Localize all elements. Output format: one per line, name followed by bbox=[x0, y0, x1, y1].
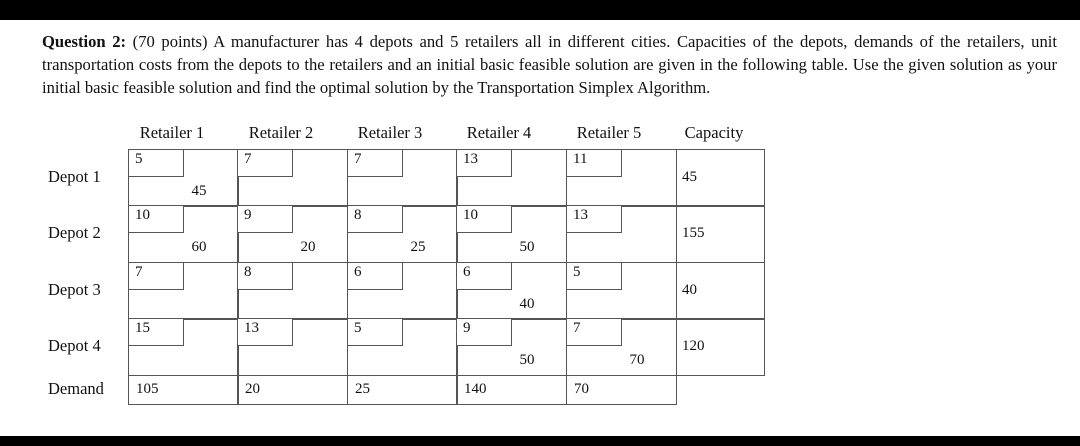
unit-cost: 10 bbox=[128, 205, 184, 233]
unit-cost: 10 bbox=[456, 205, 512, 233]
bottom-border-bar bbox=[0, 436, 1080, 446]
unit-cost: 6 bbox=[347, 262, 403, 290]
allocation: 50 bbox=[519, 239, 535, 255]
demand-value: 70 bbox=[574, 381, 589, 397]
demand-value: 20 bbox=[245, 381, 260, 397]
allocation: 40 bbox=[519, 296, 535, 312]
question-body: (70 points) A manufacturer has 4 depots and 5 retailers all in different cities. Capacities of the depots, demands of the retailers, unit transportation costs from the depots to the retailers and an initial basic feasible solution are given in the following table. Use the given solution as your initial basic feasible solution and find the optimal solution by the Transportation Simplex Algorithm. bbox=[42, 32, 1057, 97]
unit-cost: 9 bbox=[237, 205, 293, 233]
allocation: 70 bbox=[629, 352, 645, 368]
demand-value: 140 bbox=[464, 381, 487, 397]
column-header: Retailer 2 bbox=[248, 123, 314, 142]
row-label: Depot 4 bbox=[48, 336, 101, 355]
unit-cost: 15 bbox=[128, 318, 184, 346]
unit-cost: 5 bbox=[347, 318, 403, 346]
unit-cost: 7 bbox=[237, 149, 293, 177]
capacity-value: 155 bbox=[682, 225, 705, 241]
question-text bbox=[42, 30, 1057, 99]
unit-cost: 7 bbox=[347, 149, 403, 177]
capacity-value: 120 bbox=[682, 338, 705, 354]
unit-cost: 5 bbox=[128, 149, 184, 177]
allocation: 25 bbox=[410, 239, 426, 255]
demand-label: Demand bbox=[48, 379, 104, 398]
row-label: Depot 1 bbox=[48, 167, 101, 186]
top-border-bar bbox=[0, 0, 1080, 20]
allocation: 45 bbox=[191, 183, 207, 199]
unit-cost: 9 bbox=[456, 318, 512, 346]
column-header: Retailer 4 bbox=[466, 123, 532, 142]
unit-cost: 13 bbox=[566, 205, 622, 233]
unit-cost: 5 bbox=[566, 262, 622, 290]
capacity-value: 45 bbox=[682, 169, 697, 185]
allocation: 50 bbox=[519, 352, 535, 368]
unit-cost: 7 bbox=[128, 262, 184, 290]
allocation: 20 bbox=[300, 239, 316, 255]
unit-cost: 6 bbox=[456, 262, 512, 290]
row-label: Depot 3 bbox=[48, 280, 101, 299]
row-label: Depot 2 bbox=[48, 223, 101, 242]
column-header: Retailer 3 bbox=[357, 123, 423, 142]
unit-cost: 13 bbox=[237, 318, 293, 346]
unit-cost: 13 bbox=[456, 149, 512, 177]
demand-value: 25 bbox=[355, 381, 370, 397]
demand-value: 105 bbox=[136, 381, 159, 397]
unit-cost: 11 bbox=[566, 149, 622, 177]
unit-cost: 7 bbox=[566, 318, 622, 346]
question-label: Question 2: bbox=[42, 32, 127, 51]
capacity-value: 40 bbox=[682, 282, 697, 298]
unit-cost: 8 bbox=[347, 205, 403, 233]
column-header: Retailer 5 bbox=[576, 123, 642, 142]
allocation: 60 bbox=[191, 239, 207, 255]
column-header: Retailer 1 bbox=[139, 123, 205, 142]
unit-cost: 8 bbox=[237, 262, 293, 290]
column-header: Capacity bbox=[684, 123, 744, 142]
